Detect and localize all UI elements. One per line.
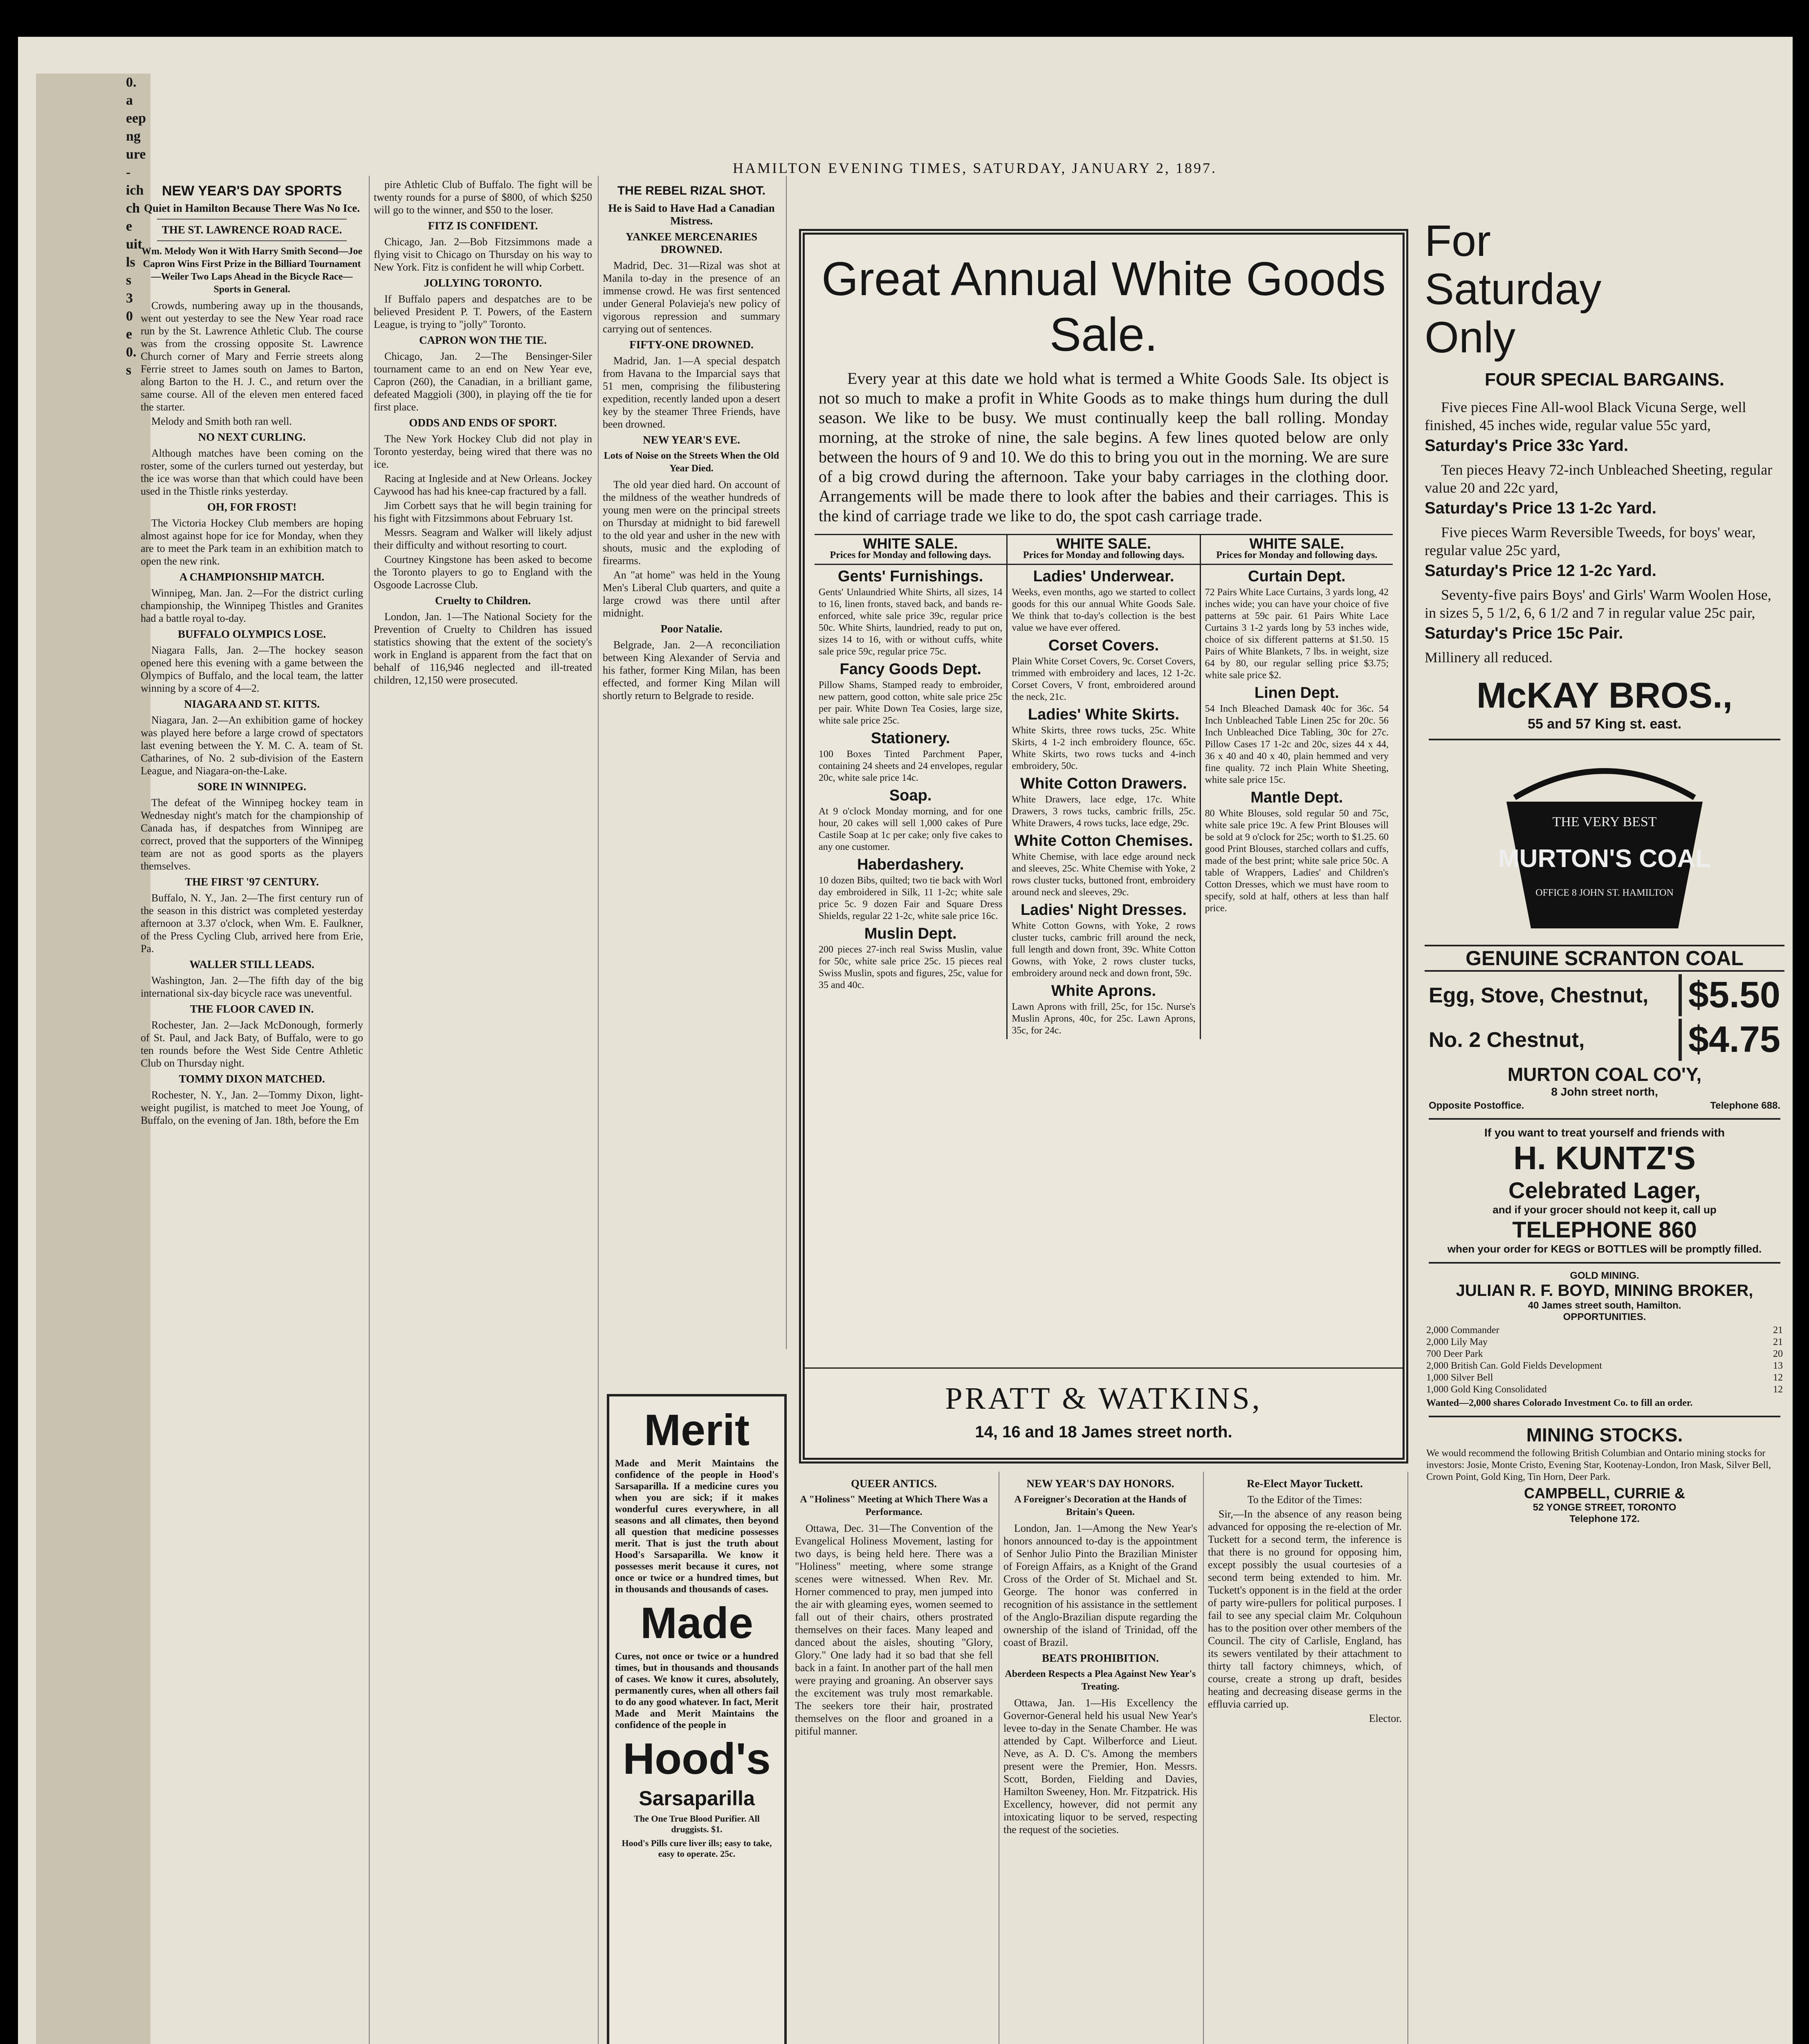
article-paragraph: Chicago, Jan. 2—Bob Fitzsimmons made a flying visit to Chicago on Thursday on his way to New York. Fitz is confident he will whip Corbett.: [374, 236, 592, 273]
white-sale-sub: Prices for Monday and following days.: [1216, 550, 1378, 560]
dept-text: White Cotton Gowns, with Yoke, 2 rows cluster tucks, cambric frill around the neck, full length and down front, 39c. White Cotton Gowns, with Yoke, 2 rows cluster tucks, embroidery around neck and down front, 59c.: [1012, 921, 1196, 979]
article-paragraph: The New York Hockey Club did not play in Toronto yesterday, being wired that there was no ice.: [374, 433, 592, 470]
article-paragraph: London, Jan. 1—The National Society for the Prevention of Cruelty to Children has issued statistics showing that the extent of the society's work in England is apparent from the fact that on behalf of 116,946 neglected and ill-treated children, 12,150 were prosecuted.: [374, 611, 592, 686]
murton-coal-co: MURTON COAL CO'Y,: [1507, 1064, 1702, 1085]
hoods-pills: Hood's Pills cure liver ills; easy to take, easy to operate. 25c.: [622, 1838, 772, 1859]
dept-block: [819, 663, 1002, 727]
dept-block: [819, 787, 1003, 853]
article-paragraph: The Victoria Hockey Club members are hoping almost against hope for ice for Monday, when they are to meet the Park team in an exhibition match to open the new rink.: [141, 517, 363, 567]
dept-name: Ladies' Underwear.: [1033, 568, 1174, 585]
for-heading: For: [1425, 217, 1491, 265]
article-paragraph: Niagara, Jan. 2—An exhibition game of hockey was played here before a large crowd of spectators last evening between the Y. M. C. A. team of St. Catharines, of No. 2 sub-division of the Eastern League, and Niagara-on-the-Lake.: [141, 714, 363, 777]
dept-block: [819, 730, 1003, 784]
firm-campbell: CAMPBELL, CURRIE &: [1524, 1485, 1685, 1502]
article-paragraph: Chicago, Jan. 2—The Bensinger-Siler tournament came to an end on New Year eve, Capron (260), the Canadian, in a brilliant game, defeated Maggioli (300), in playing off the tie for first place.: [374, 350, 592, 413]
subhead: NIAGARA AND ST. KITTS.: [184, 698, 320, 710]
strip-fragment: ch: [126, 201, 140, 216]
dept-text: 200 pieces 27-inch real Swiss Muslin, value for 50c, white sale price 25c. 15 pieces real Swiss Muslin, spots and figures, 25c, value for 35 and 40c.: [819, 944, 1003, 991]
article-paragraph: Belgrade, Jan. 2—A reconciliation between King Alexander of Servia and his father, former King Milan, has been effected, and former King Milan will shortly return to Belgrade to reside.: [603, 639, 780, 702]
coal-label: Egg, Stove, Chestnut,: [1429, 983, 1649, 1007]
subhead: FIFTY-ONE DROWNED.: [629, 338, 754, 351]
strip-fragment: ls: [126, 255, 135, 270]
mining-stocks-heading: MINING STOCKS.: [1526, 1424, 1683, 1446]
strip-fragment: ng: [126, 129, 141, 144]
coal-label: No. 2 Chestnut,: [1429, 1028, 1585, 1052]
subhead: TOMMY DIXON MATCHED.: [179, 1073, 325, 1085]
stock-row: [1426, 1360, 1783, 1372]
wanted-note: Wanted—2,000 shares Colorado Investment Co. to fill an order.: [1426, 1398, 1693, 1408]
kuntz-lager: Celebrated Lager,: [1508, 1177, 1701, 1203]
article-paragraph: Niagara Falls, Jan. 2—The hockey season opened here this evening with a game between the Olympics of Buffalo, and the local team, the latter winning by a score of 4—2.: [141, 644, 363, 694]
article-paragraph: Ottawa, Dec. 31—The Convention of the Evangelical Holiness Movement, lasting for two days, is being held here. There was a "Holiness" meeting, where some strange scenes were witnessed. When Rev. Mr. Horner commenced to pray, men jumped into the air with gleaming eyes, women seemed to fall out of their chairs, others prostrated themselves on their faces. Many leaped and danced about the aisles, shouting "Glory, Glory." One lady had it so bad that she fell back in a faint. In another part of the hall men were praying and groaning. An observer says the excitement was truly most remarkable. The seekers tore their hair, prostrated themselves on the floor and groaned in a pitiful manner.: [795, 1522, 993, 1737]
dept-name: Curtain Dept.: [1248, 568, 1346, 585]
dept-column: [1201, 535, 1393, 1039]
article-paragraph: If Buffalo papers and despatches are to be believed President P. T. Powers, of the Eastern League, is trying to "jolly" Toronto.: [374, 293, 592, 330]
murton-telephone: Telephone 688.: [1710, 1100, 1780, 1111]
article-paragraph: Rochester, Jan. 2—Jack McDonough, formerly of St. Paul, and Jack Baty, of Buffalo, were to go ten rounds before the West Side Centre Athletic Club on Thursday night.: [141, 1019, 363, 1069]
strip-fragment: 0.: [126, 345, 137, 360]
white-sale-label: WHITE SALE.: [863, 535, 958, 552]
sports-headline: NEW YEAR'S DAY SPORTS: [162, 183, 342, 199]
strip-fragment: s: [126, 363, 132, 378]
dept-name: Haberdashery.: [857, 856, 964, 873]
subhead-deck: Aberdeen Respects a Plea Against New Year's Treating.: [1005, 1669, 1196, 1692]
article-paragraph: London, Jan. 1—Among the New Year's honors announced to-day is the appointment of Senhor Julio Pinto the Brazilian Minister of Foreign Affairs, as a Knight of the Grand Cross of the Order of St. Michael and St. George. The honor was conferred in recognition of his assistance in the settlement of the Anglo-Brazilian dispute regarding the ownership of the island of Trinidad, off the coast of Brazil.: [1003, 1522, 1197, 1648]
stock-price: 13: [1773, 1360, 1783, 1371]
subhead: WALLER STILL LEADS.: [189, 958, 314, 970]
dept-name: Gents' Furnishings.: [838, 568, 983, 585]
article-paragraph: The old year died hard. On account of the mildness of the weather hundreds of young men were on the principal streets on Thursday at midnight to bid farewell to the old year and usher in the new with shouts, music and the exploding of firearms.: [603, 479, 780, 567]
dept-text: Plain White Corset Covers, 9c. Corset Covers, trimmed with embroidery and laces, 12 1-2c. Corset Covers, V front, embroidered around the neck, 21c.: [1012, 656, 1196, 702]
stock-name: 1,000 Gold King Consolidated: [1426, 1384, 1547, 1395]
article-paragraph: Messrs. Seagram and Walker will likely adjust their difficulty and without resorting to court.: [374, 527, 592, 551]
subhead: Poor Natalie.: [660, 623, 723, 635]
dept-block: [819, 925, 1003, 991]
bargain-text: Seventy-five pairs Boys' and Girls' Warm Woolen Hose, in sizes 5, 5 1/2, 6, 6 1/2 and 7 in regular value 25c pair,: [1425, 587, 1771, 621]
kuntz-order-note: when your order for KEGS or BOTTLES will be promptly filled.: [1447, 1243, 1762, 1255]
subhead: BEATS PROHIBITION.: [1041, 1652, 1159, 1664]
dept-text: Pillow Shams, Stamped ready to embroider, new pattern, good cotton, white sale price 25c per pair. White Down Tea Cosies, large size, white sale price 25c.: [819, 680, 1003, 726]
basket-handle: [1515, 771, 1695, 798]
subhead: Cruelty to Children.: [435, 594, 531, 607]
dept-text: 100 Boxes Tinted Parchment Paper, containing 24 sheets and 24 envelopes, regular 20c, white sale price 14c.: [819, 749, 1003, 783]
made-word: Made: [640, 1598, 754, 1647]
tuckett-column: [1204, 1472, 1408, 2044]
kuntz-telephone: TELEPHONE 860: [1512, 1217, 1697, 1242]
departments-grid: [815, 534, 1393, 1039]
stock-name: 2,000 British Can. Gold Fields Development: [1426, 1360, 1602, 1371]
dept-text: 54 Inch Bleached Damask 40c for 36c. 54 Inch Unbleached Table Linen 25c for 20c. 56 Inch Unbleached Dice Tabling, 30c for 27c. Pillow Cases 17 1-2c and 20c, sizes 44 x 44, 36 x 40 and 40 x 40, plain hemmed and very fine quality. 72 inch Plain White Sheeting, white sale price 15c.: [1205, 704, 1389, 785]
stock-row: [1426, 1384, 1783, 1396]
subhead: NEW YEAR'S DAY HONORS.: [1026, 1477, 1174, 1490]
bargains-heading: FOUR SPECIAL BARGAINS.: [1485, 370, 1724, 390]
firm-name: PRATT & WATKINS,: [945, 1381, 1262, 1416]
strip-fragment: ure: [126, 147, 146, 162]
subhead: NEW YEAR'S EVE.: [643, 434, 740, 446]
stock-name: 2,000 Commander: [1426, 1325, 1499, 1336]
strip-fragment: a: [126, 93, 133, 108]
divider: [1429, 1118, 1780, 1120]
salutation: To the Editor of the Times:: [1247, 1494, 1362, 1506]
article-paragraph: Melody and Smith both ran well.: [151, 415, 292, 427]
strip-fragment: e: [126, 219, 132, 234]
article-paragraph: An "at home" was held in the Young Men's Liberal Club quarters, and quite a large crowd was there until after midnight.: [603, 569, 780, 619]
strip-fragment: uit: [126, 237, 142, 252]
newspaper-page: [18, 37, 1793, 2044]
firm-campbell-address: 52 YONGE STREET, TORONTO: [1533, 1502, 1677, 1513]
strip-fragment: -: [126, 165, 131, 180]
dept-name: Ladies' White Skirts.: [1028, 706, 1180, 723]
divider: [1429, 739, 1780, 740]
dept-name: Mantle Dept.: [1250, 789, 1343, 806]
dept-text: White Drawers, lace edge, 17c. White Drawers, 3 rows tucks, cambric frills, 25c. White Drawers, 4 rows tucks, lace edge, 29c.: [1012, 794, 1196, 829]
subhead-deck: A Foreigner's Decoration at the Hands of Britain's Queen.: [1014, 1494, 1187, 1517]
sports-column-2: [370, 176, 599, 2044]
ad-title: Great Annual White Goods Sale.: [821, 252, 1386, 361]
stock-name: 2,000 Lily May: [1426, 1337, 1488, 1347]
dept-name: Stationery.: [871, 730, 950, 747]
dept-name: Linen Dept.: [1254, 684, 1339, 702]
subhead: CAPRON WON THE TIE.: [419, 334, 547, 346]
divider: [157, 219, 347, 220]
dept-name: Corset Covers.: [1048, 637, 1159, 654]
kuntz-intro: If you want to treat yourself and friends with: [1484, 1126, 1725, 1139]
article-paragraph: The defeat of the Winnipeg hockey team in Wednesday night's match for the championship of Canada has, if despatches from Winnipeg are correct, proved that the supporters of the Winnipeg team are not as good sports as the players themselves.: [141, 797, 363, 872]
opp-postoffice: Opposite Postoffice.: [1429, 1100, 1524, 1111]
subhead: A CHAMPIONSHIP MATCH.: [179, 571, 325, 583]
stock-row: [1426, 1336, 1783, 1348]
white-goods-sale-ad: [799, 229, 1408, 1464]
ad-intro: Every year at this date we hold what is termed a White Goods Sale. Its object is not so much to make a profit in White Goods as to make things hum during the dull season. We like to be busy. We must continually keep the ball rolling. Monday morning, at the stroke of nine, the sale begins. A few lines quoted below are only between the hours of 9 and 10. We do this to bring you out in the morning. We are sure of a big crowd during the afternoon. Take your baby carriages in the clothing door. Arrangements will be made there to look after the babies and their carriages. This is the kind of carriage trade we like to do, the spot cash carriage trade.: [819, 369, 1389, 525]
article-paragraph: Although matches have been coming on the roster, some of the curlers turned out yesterday, but the ice was worse than that which could have been used in the Thistle rinks yesterday.: [141, 447, 363, 497]
murton-address: 8 John street north,: [1551, 1085, 1658, 1098]
article-paragraph: Sir,—In the absence of any reason being advanced for opposing the re-election of Mr. Tuckett for a second term, the inference is that there is no ground for opposing him, except possibly the usual courtesies of a second term being extended to him. Mr. Tuckett's opponent is in the field at the order of party wire-pullers for political purposes. I fail to see any special claim Mr. Colquhoun has to the position over other members of the Council. The city of Carlisle, England, has its sewers ventilated by their attachment to thirty tall factory chimneys, which, of course, create a strong up draft, besides heating and decreasing disease germs in the effluvia carried up.: [1208, 1508, 1402, 1710]
hoods-sarsaparilla-ad: [607, 1394, 787, 2044]
subhead: BUFFALO OLYMPICS LOSE.: [177, 628, 326, 640]
dept-block: [1012, 901, 1196, 979]
white-sale-header: [1201, 535, 1393, 565]
sports-column: [137, 176, 370, 2044]
dept-text: Gents' Unlaundried White Shirts, all sizes, 14 to 16, linen fronts, staved back, and bands re-enforced, white sale price 39c, regular price 50c. White Shirts, laundried, ready to put on, sizes 14 to 16, with or without cuffs, white sale price 59c, regular price 75c.: [819, 587, 1003, 657]
opportunities-label: OPPORTUNITIES.: [1563, 1311, 1646, 1322]
broker-name: JULIAN R. F. BOYD, MINING BROKER,: [1456, 1282, 1753, 1300]
sports-deck: Quiet in Hamilton Because There Was No Ice.: [144, 202, 360, 214]
stock-row: [1426, 1372, 1783, 1384]
masthead: HAMILTON EVENING TIMES, SATURDAY, JANUARY 2, 1897.: [732, 160, 1217, 176]
saturday-heading: Saturday: [1425, 264, 1602, 314]
dept-block: [1012, 982, 1196, 1037]
subhead: OH, FOR FROST!: [207, 501, 297, 513]
sarsaparilla-word: Sarsaparilla: [639, 1787, 755, 1810]
millinery-note: Millinery all reduced.: [1425, 649, 1553, 666]
dept-block: [819, 856, 1003, 922]
dept-block: [1012, 775, 1196, 829]
dept-block: [1012, 568, 1196, 634]
subhead: Re-Elect Mayor Tuckett.: [1247, 1477, 1363, 1490]
mining-stocks-text: We would recommend the following British Columbian and Ontario mining stocks for investors: Josie, Monte Cristo, Evening Star, Kootenay-London, Iron Mask, Silver Bell, Crown Point, Gold King, Tin Horn, Deer Park.: [1426, 1448, 1771, 1482]
dept-text: White Skirts, three rows tucks, 25c. White Skirts, 4 1-2 inch embroidery flounce, 65c. White Skirts, two rows tucks and 4-inch embroidery, 50c.: [1012, 725, 1196, 771]
mckay-address: 55 and 57 King st. east.: [1527, 716, 1682, 732]
dept-text: Weeks, even months, ago we started to collect goods for this our annual White Goods Sale. We think that to-day's collection is the best value we have ever offered.: [1012, 587, 1196, 633]
strip-fragment: eep: [126, 111, 146, 126]
white-sale-header: [1008, 535, 1199, 565]
made-text: Cures, not once or twice or a hundred times, but in thousands and thousands of cases. We know it cures, absolutely, permanently cures, when all others fail to do any good whatever. In fact, Merit Made and Merit Maintains the confidence of the people in: [615, 1651, 779, 1730]
subhead: SORE IN WINNIPEG.: [198, 780, 306, 793]
dept-text: 10 dozen Bibs, quilted; two tie back with Worl day embroidered in Silk, 11 1-2c; white sale price 5c. 9 dozen Fair and Square Dress Shields, regular 22 1-2c, white sale price 16c.: [819, 875, 1003, 921]
dept-block: [1205, 789, 1389, 914]
dept-text: Lawn Aprons with frill, 25c, for 15c. Nurse's Muslin Aprons, 40c, for 25c. Lawn Aprons, 35c, for 24c.: [1012, 1002, 1196, 1036]
dept-text: 80 White Blouses, sold regular 50 and 75c, white sale price 19c. A few Print Blouses will be sold at 9 o'clock for 25c; worth to $1.25. 60 good Print Blouses, starched collars and cuffs, made of the best print; white sale price 50c. A table of Wrappers, Ladies' and Children's Cotton Dresses, which we must have room to specify, sold at half, others at less than half price.: [1205, 808, 1389, 914]
adjacent-page-strip: [36, 74, 150, 2044]
news-column: [599, 176, 787, 1349]
rizal-deck: He is Said to Have Had a Canadian Mistress.: [608, 202, 775, 227]
bargain-price: Saturday's Price 13 1-2c Yard.: [1425, 499, 1656, 517]
basket-top-text: THE VERY BEST: [1552, 814, 1657, 829]
rizal-deck-2: YANKEE MERCENARIES DROWNED.: [625, 231, 758, 256]
white-sale-sub: Prices for Monday and following days.: [830, 550, 991, 560]
article-paragraph: Winnipeg, Man. Jan. 2—For the district curling championship, the Winnipeg Thistles and Granites had a battle royal to-day.: [141, 587, 363, 624]
article-paragraph: Crowds, numbering away up in the thousands, went out yesterday to see the New Year road race run by the St. Lawrence Athletic Club. The course was from the crossing opposite St. Lawrence Church corner of Mary and Ferrie streets along Ferrie street to James south on James to Barton, along Barton to the H. J. C., and return over the same course. All of the eleven men entered faced the starter.: [141, 300, 363, 413]
gold-mining-label: GOLD MINING.: [1570, 1270, 1639, 1281]
merit-footer: The One True Blood Purifier. All druggists. $1.: [634, 1813, 760, 1834]
article-paragraph: Rochester, N. Y., Jan. 2—Tommy Dixon, light-weight pugilist, is matched to meet Joe Young, of Buffalo, on the evening of Jan. 18th, before the Em: [141, 1089, 363, 1126]
dept-text: White Chemise, with lace edge around neck and sleeves, 25c. White Chemise with Yoke, 2 rows cluster tucks, buttoned front, embroidery around neck and sleeves, 29c.: [1012, 852, 1196, 898]
article-paragraph: Madrid, Jan. 1—A special despatch from Havana to the Imparcial says that 51 men, comprising the filibustering expedition, recently landed upon a desert key by the steamer Three Friends, have been drowned.: [603, 355, 780, 430]
firm-campbell-telephone: Telephone 172.: [1569, 1513, 1640, 1524]
dept-column: [815, 535, 1008, 1039]
ad-signature: [805, 1367, 1403, 1441]
stock-price: 21: [1773, 1337, 1783, 1347]
stock-name: 700 Deer Park: [1426, 1349, 1483, 1359]
coal-basket-logo: [1490, 749, 1719, 937]
subhead: THE FIRST '97 CENTURY.: [185, 876, 319, 888]
firm-address: 14, 16 and 18 James street north.: [975, 1423, 1232, 1441]
road-race-heading: THE ST. LAWRENCE ROAD RACE.: [162, 224, 342, 236]
dept-text: 72 Pairs White Lace Curtains, 3 yards long, 42 inches wide; you can have your choice of five patterns at 59c pair. 61 Pairs White Lace Curtains 3 1-2 yards long by 53 inches wide, choice of six different patterns at $1.50. 15 Pairs of White Blankets, 7 lbs. in weight, size 64 by 80, our regular selling price $3.75; white sale price $2.: [1205, 587, 1389, 681]
dept-name: White Cotton Drawers.: [1020, 775, 1187, 792]
honors-column: [999, 1472, 1204, 2044]
dept-name: Soap.: [889, 787, 932, 804]
article-paragraph: Ottawa, Jan. 1—His Excellency the Governor-General held his usual New Year's levee to-day in the Senate Chamber. He was attended by Capt. Wilberforce and Lieut. Neve, as A. D. C's. Among the members present were the Premier, Hon. Messrs. Scott, Borden, Fielding and Davies, Hamilton Sweeney, Hon. Mr. Fitzpatrick. His Excellency, however, did not permit any intoxicating liquor to be served, respecting the request of the societies.: [1003, 1697, 1197, 1836]
strip-fragment: 0: [126, 309, 133, 324]
stock-name: 1,000 Silver Bell: [1426, 1372, 1493, 1383]
article-paragraph: Courtney Kingstone has been asked to become the Toronto players to go to England with the Osgoode Lacrosse Club.: [374, 554, 592, 591]
coal-price-row: [1429, 974, 1780, 1016]
article-paragraph: Racing at Ingleside and at New Orleans. Jockey Caywood has had his knee-cap fractured by a fall.: [374, 473, 592, 497]
coal-price: $5.50: [1679, 974, 1780, 1016]
subhead: ODDS AND ENDS OF SPORT.: [409, 417, 557, 429]
dept-text: At 9 o'clock Monday morning, and for one hour, 20 cakes will sell 1,000 cakes of Pure Castile Soap at 1c per cake; only five cakes to any one customer.: [819, 806, 1003, 852]
scranton-coal: GENUINE SCRANTON COAL: [1425, 945, 1784, 972]
divider: [1429, 1262, 1780, 1264]
subhead: QUEER ANTICS.: [851, 1477, 937, 1490]
only-heading: Only: [1425, 312, 1516, 362]
strip-fragment: s: [126, 273, 132, 288]
dept-name: Fancy Goods Dept.: [839, 661, 981, 678]
coal-price: $4.75: [1679, 1019, 1780, 1061]
strip-fragment: e: [126, 327, 132, 342]
broker-address: 40 James street south, Hamilton.: [1528, 1300, 1681, 1311]
stock-row: [1426, 1325, 1783, 1336]
divider: [157, 240, 347, 241]
basket-sub-text: OFFICE 8 JOHN ST. HAMILTON: [1535, 888, 1674, 898]
subhead-deck: A "Holiness" Meeting at Which There Was a Performance.: [800, 1494, 988, 1517]
merit-word: Merit: [644, 1405, 750, 1455]
subhead: FITZ IS CONFIDENT.: [428, 220, 538, 232]
right-ads-column: [1421, 217, 1789, 2044]
strip-fragment: ich: [126, 183, 144, 198]
dept-block: [1012, 832, 1196, 899]
strip-fragment: 3: [126, 291, 133, 306]
bargain-price: Saturday's Price 33c Yard.: [1425, 437, 1628, 455]
stock-row: [1426, 1348, 1783, 1360]
dept-name: Ladies' Night Dresses.: [1020, 901, 1187, 919]
mckay-bros: McKAY BROS.,: [1477, 675, 1733, 715]
divider: [1429, 1416, 1780, 1417]
bargain-text: Ten pieces Heavy 72-inch Unbleached Sheeting, regular value 20 and 22c yard,: [1425, 462, 1773, 496]
article-paragraph: Madrid, Dec. 31—Rizal was shot at Manila to-day in the presence of an immense crowd. He was first sentenced under General Polavieja's new policy of vigorous repression and summary carrying out of sentences.: [603, 260, 780, 335]
article-paragraph: pire Athletic Club of Buffalo. The fight will be twenty rounds for a purse of $800, of which $250 will go to the winner, and $50 to the loser.: [374, 179, 592, 216]
white-sale-label: WHITE SALE.: [1056, 535, 1151, 552]
murton-contact: [1429, 1100, 1780, 1112]
article-paragraph: Jim Corbett says that he will begin training for his fight with Fitzsimmons about February 1st.: [374, 500, 592, 524]
dept-block: [1012, 637, 1196, 703]
dept-block: [819, 568, 1003, 658]
article-paragraph: Buffalo, N. Y., Jan. 2—The first century run of the season in this district was completed yesterday afternoon at 3.37 o'clock, when Wm. E. Faulkner, of the Press Cycling Club, arrived here from Erie, Pa.: [141, 892, 363, 955]
kuntz-note: and if your grocer should not keep it, call up: [1493, 1204, 1717, 1216]
white-sale-header: [815, 535, 1006, 565]
merit-text: Made and Merit Maintains the confidence of the people in Hood's Sarsaparilla. If a medicine cures you when you are sick; if it makes wonderful cures everywhere, in all seasons and all climates, then beyond all question that medicine possesses merit. That is just the truth about Hood's Sarsaparilla. We know it possesses merit because it cures, not once or twice or a hundred times, but in thousands and thousands of cases.: [615, 1458, 779, 1595]
dept-block: [1205, 568, 1389, 681]
subhead-deck: Lots of Noise on the Streets When the Old Year Died.: [604, 450, 779, 474]
kuntz-name: H. KUNTZ'S: [1513, 1140, 1696, 1176]
dept-block: [1012, 706, 1196, 772]
hoods-word: Hood's: [623, 1734, 771, 1783]
dept-block: [1205, 684, 1389, 786]
white-sale-label: WHITE SALE.: [1249, 535, 1344, 552]
dept-column: [1008, 535, 1201, 1039]
stock-price: 12: [1773, 1372, 1783, 1383]
coal-price-row: [1429, 1019, 1780, 1061]
basket-main-text: MURTON'S COAL: [1498, 845, 1711, 873]
subhead: JOLLYING TORONTO.: [424, 277, 542, 289]
bargain-price: Saturday's Price 15c Pair.: [1425, 624, 1623, 642]
stock-list: [1426, 1325, 1783, 1396]
bargain-price: Saturday's Price 12 1-2c Yard.: [1425, 562, 1656, 580]
road-race-deck: Wm. Melody Won it With Harry Smith Second—Joe Capron Wins First Prize in the Billiard Tournament—Weiler Two Laps Ahead in the Bicycle Race—Sports in General.: [141, 246, 363, 295]
bargain-text: Five pieces Warm Reversible Tweeds, for boys' wear, regular value 25c yard,: [1425, 524, 1756, 558]
subhead: THE FLOOR CAVED IN.: [190, 1003, 314, 1015]
dept-name: Muslin Dept.: [864, 925, 957, 942]
subhead: NO NEXT CURLING.: [198, 431, 306, 443]
stock-price: 21: [1773, 1325, 1783, 1336]
signoff: Elector.: [1369, 1712, 1402, 1724]
rizal-headline: THE REBEL RIZAL SHOT.: [617, 184, 766, 197]
dept-name: White Cotton Chemises.: [1014, 832, 1193, 849]
dept-name: White Aprons.: [1051, 982, 1156, 1000]
article-paragraph: Washington, Jan. 2—The fifth day of the big international six-day bicycle race was uneventful.: [141, 975, 363, 999]
strip-fragment: 0.: [126, 75, 137, 90]
stock-price: 20: [1773, 1349, 1783, 1359]
bargain-text: Five pieces Fine All-wool Black Vicuna Serge, well finished, 45 inches wide, regular value 55c yard,: [1425, 399, 1746, 433]
queer-antics-column: [791, 1472, 999, 2044]
stock-price: 12: [1773, 1384, 1783, 1395]
white-sale-sub: Prices for Monday and following days.: [1023, 550, 1185, 560]
